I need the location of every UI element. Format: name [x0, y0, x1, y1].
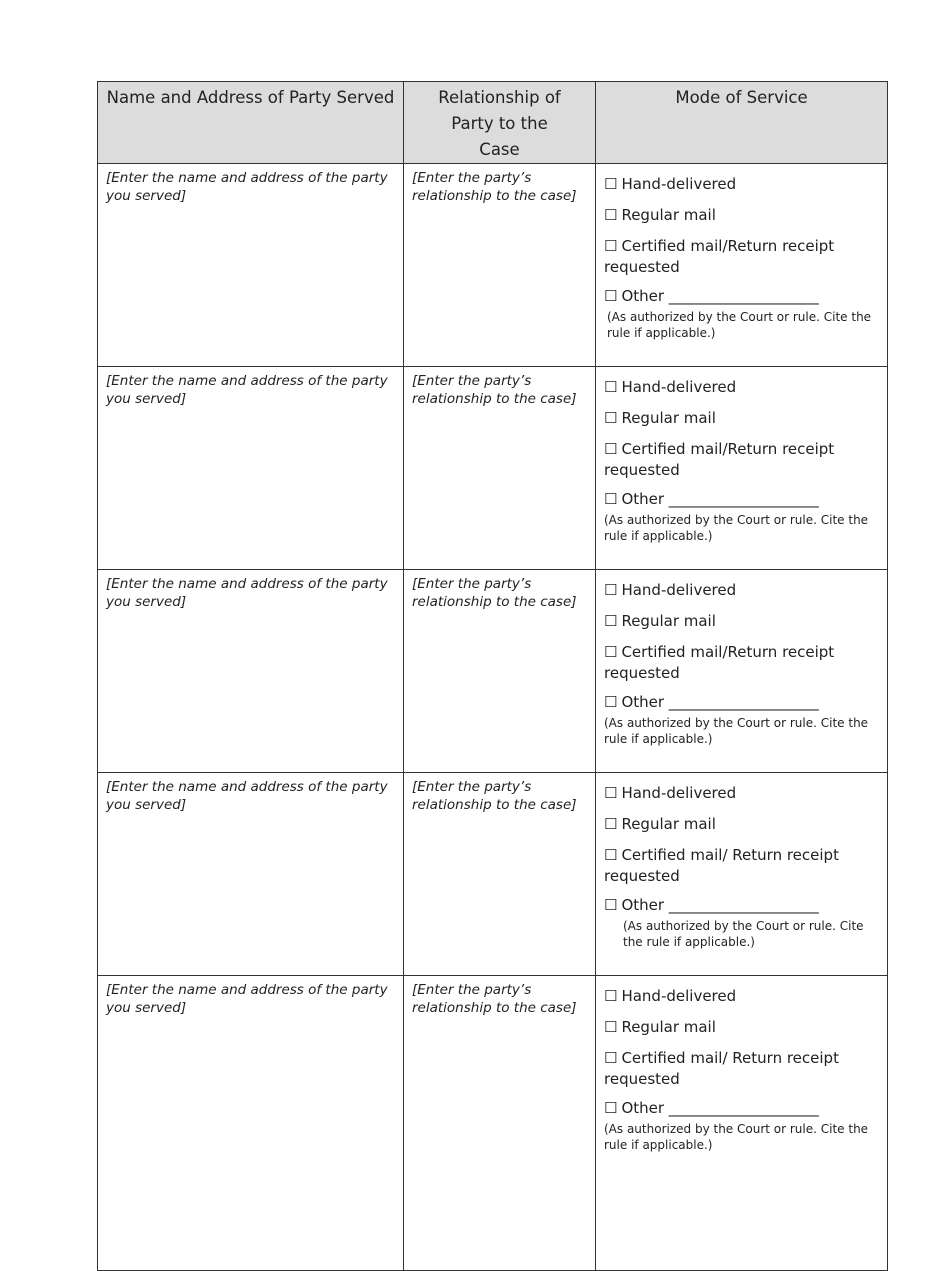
option-label: Certified mail/ Return receipt requested	[604, 846, 839, 885]
checkbox-icon[interactable]: ☐	[604, 378, 618, 396]
option-label: Certified mail/Return receipt requested	[604, 643, 835, 682]
option-label: Hand-delivered	[621, 784, 737, 802]
relationship-field[interactable]: [Enter the party’s relationship to the case]	[404, 164, 596, 367]
option-hand-delivered[interactable]	[604, 174, 881, 195]
relationship-field[interactable]: [Enter the party’s relationship to the case]	[404, 570, 596, 773]
checkbox-icon[interactable]: ☐	[604, 612, 618, 630]
mode-of-service-cell	[596, 773, 888, 976]
other-note: (As authorized by the Court or rule. Cite the rule if applicable.)	[607, 310, 872, 340]
option-label: Other ____________________	[621, 896, 819, 914]
option-regular-mail[interactable]	[604, 205, 881, 226]
option-other[interactable]	[604, 1098, 881, 1119]
mode-of-service-cell	[596, 164, 888, 367]
option-label: Regular mail	[621, 612, 716, 630]
option-label: Certified mail/Return receipt requested	[604, 440, 835, 479]
checkbox-icon[interactable]: ☐	[604, 784, 618, 802]
other-note: (As authorized by the Court or rule. Cite the rule if applicable.)	[604, 513, 869, 543]
checkbox-icon[interactable]: ☐	[604, 1018, 618, 1036]
checkbox-icon[interactable]: ☐	[604, 693, 618, 711]
checkbox-icon[interactable]: ☐	[604, 643, 618, 661]
checkbox-icon[interactable]: ☐	[604, 175, 618, 193]
name-address-field[interactable]: [Enter the name and address of the party you served]	[98, 367, 404, 570]
option-label: Regular mail	[621, 1018, 716, 1036]
checkbox-icon[interactable]: ☐	[604, 409, 618, 427]
option-label: Other ____________________	[621, 490, 819, 508]
service-table	[97, 81, 888, 1271]
option-label: Hand-delivered	[621, 175, 737, 193]
option-label: Certified mail/Return receipt requested	[604, 237, 835, 276]
table-row	[98, 367, 888, 570]
checkbox-icon[interactable]: ☐	[604, 440, 618, 458]
other-note: (As authorized by the Court or rule. Cite the rule if applicable.)	[604, 716, 869, 746]
other-note: (As authorized by the Court or rule. Cite the rule if applicable.)	[623, 919, 864, 949]
checkbox-icon[interactable]: ☐	[604, 490, 618, 508]
option-hand-delivered[interactable]	[604, 986, 881, 1007]
option-hand-delivered[interactable]	[604, 377, 881, 398]
checkbox-icon[interactable]: ☐	[604, 1049, 618, 1067]
checkbox-icon[interactable]: ☐	[604, 896, 618, 914]
option-certified-mail[interactable]	[604, 439, 881, 481]
option-label: Hand-delivered	[621, 581, 737, 599]
checkbox-icon[interactable]: ☐	[604, 206, 618, 224]
option-label: Regular mail	[621, 409, 716, 427]
option-label: Regular mail	[621, 815, 716, 833]
table-row	[98, 773, 888, 976]
option-label: Hand-delivered	[621, 987, 737, 1005]
option-label: Certified mail/ Return receipt requested	[604, 1049, 839, 1088]
relationship-field[interactable]: [Enter the party’s relationship to the case]	[404, 367, 596, 570]
table-row	[98, 570, 888, 773]
option-regular-mail[interactable]	[604, 408, 881, 429]
option-regular-mail[interactable]	[604, 1017, 881, 1038]
option-regular-mail[interactable]	[604, 611, 881, 632]
option-other[interactable]	[604, 489, 881, 510]
option-hand-delivered[interactable]	[604, 580, 881, 601]
option-other[interactable]	[604, 895, 881, 916]
relationship-field[interactable]: [Enter the party’s relationship to the case]	[404, 773, 596, 976]
option-certified-mail[interactable]	[604, 642, 881, 684]
other-note: (As authorized by the Court or rule. Cite the rule if applicable.)	[604, 1122, 869, 1152]
table-row	[98, 164, 888, 367]
header-name: Name and Address of Party Served	[98, 82, 404, 164]
option-label: Regular mail	[621, 206, 716, 224]
checkbox-icon[interactable]: ☐	[604, 815, 618, 833]
relationship-field[interactable]: [Enter the party’s relationship to the case]	[404, 976, 596, 1271]
option-other[interactable]	[604, 286, 881, 307]
mode-of-service-cell	[596, 976, 888, 1271]
mode-of-service-cell	[596, 367, 888, 570]
mode-of-service-cell	[596, 570, 888, 773]
name-address-field[interactable]: [Enter the name and address of the party you served]	[98, 570, 404, 773]
option-certified-mail[interactable]	[604, 845, 881, 887]
name-address-field[interactable]: [Enter the name and address of the party you served]	[98, 164, 404, 367]
option-label: Other ____________________	[621, 693, 819, 711]
header-row	[98, 82, 888, 164]
option-label: Other ____________________	[621, 287, 819, 305]
header-relationship: Relationship of Party to the Case	[404, 82, 596, 164]
checkbox-icon[interactable]: ☐	[604, 1099, 618, 1117]
option-certified-mail[interactable]	[604, 1048, 881, 1090]
header-mode: Mode of Service	[596, 82, 888, 164]
table-row	[98, 976, 888, 1271]
option-hand-delivered[interactable]	[604, 783, 881, 804]
option-label: Other ____________________	[621, 1099, 819, 1117]
checkbox-icon[interactable]: ☐	[604, 287, 618, 305]
checkbox-icon[interactable]: ☐	[604, 846, 618, 864]
option-regular-mail[interactable]	[604, 814, 881, 835]
checkbox-icon[interactable]: ☐	[604, 987, 618, 1005]
checkbox-icon[interactable]: ☐	[604, 581, 618, 599]
name-address-field[interactable]: [Enter the name and address of the party you served]	[98, 773, 404, 976]
option-other[interactable]	[604, 692, 881, 713]
name-address-field[interactable]: [Enter the name and address of the party you served]	[98, 976, 404, 1271]
checkbox-icon[interactable]: ☐	[604, 237, 618, 255]
option-label: Hand-delivered	[621, 378, 737, 396]
option-certified-mail[interactable]	[604, 236, 881, 278]
